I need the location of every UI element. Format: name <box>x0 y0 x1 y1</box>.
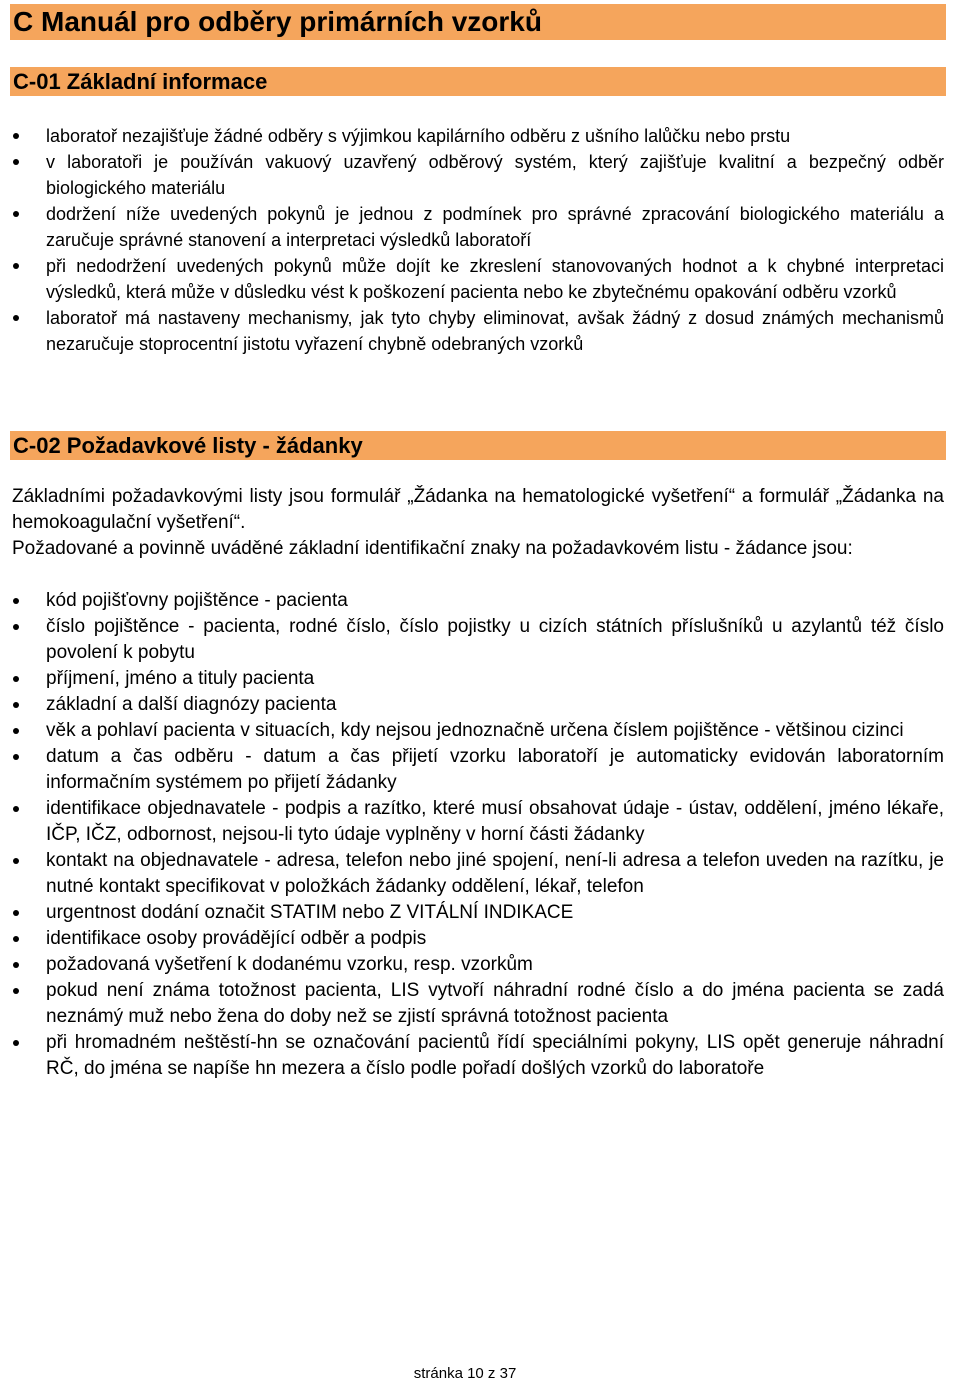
list-item <box>0 253 944 305</box>
list-item <box>0 718 944 744</box>
bullet-icon <box>13 910 19 916</box>
bullet-icon <box>13 1040 19 1046</box>
section-heading-c01: C-01 Základní informace <box>10 67 946 96</box>
requirements-paragraph: Požadované a povinně uváděné základní identifikační znaky na požadavkovém listu - žádance jsou: <box>12 538 853 559</box>
list-item-text: pokud není známa totožnost pacienta, LIS vytvoří náhradní rodné číslo a do jména pacienta se zadá neznámý muž nebo žena do doby než se zjistí správná totožnost pacienta <box>46 980 944 1027</box>
bullet-icon <box>13 988 19 994</box>
list-item-text: kód pojišťovny pojištěnce - pacienta <box>46 590 348 611</box>
list-item-text: identifikace objednavatele - podpis a razítko, které musí obsahovat údaje - ústav, oddělení, jméno lékaře, IČP, IČZ, odbornost, nejsou-li tyto údaje vyplněny v horní části žádanky <box>46 798 944 845</box>
intro-paragraph: Základními požadavkovými listy jsou formulář „Žádanka na hematologické vyšetření“ a formulář „Žádanka na hemokoagulační vyšetření“. <box>12 486 944 533</box>
bullet-icon <box>13 962 19 968</box>
list-item <box>0 978 944 1030</box>
bullet-icon <box>13 159 19 165</box>
list-item-text: základní a další diagnózy pacienta <box>46 694 337 715</box>
bullet-icon <box>13 728 19 734</box>
list-item-text: laboratoř má nastaveny mechanismy, jak tyto chyby eliminovat, avšak žádný z dosud známých mechanismů nezaručuje stoprocentní jistotu vyřazení chybně odebraných vzorků <box>46 308 944 354</box>
list-item-text: kontakt na objednavatele - adresa, telefon nebo jiné spojení, není-li adresa a telefon uveden na razítku, je nutné kontakt specifikovat v položkách žádanky oddělení, lékař, telefon <box>46 850 944 897</box>
list-item-text: číslo pojištěnce - pacienta, rodné číslo, číslo pojistky u cizích státních příslušníků u azylantů též číslo povolení k pobytu <box>46 616 944 663</box>
basic-info-list <box>0 123 944 357</box>
bullet-icon <box>13 598 19 604</box>
list-item <box>0 1030 944 1082</box>
list-item <box>0 123 944 149</box>
list-item <box>0 900 944 926</box>
list-item-text: identifikace osoby provádějící odběr a podpis <box>46 928 427 949</box>
list-item-text: při nedodržení uvedených pokynů může dojít ke zkreslení stanovovaných hodnot a k chybné interpretaci výsledků, která může v důsledku vést k poškození pacienta nebo ke zbytečnému opakování odběru vzorků <box>46 256 944 302</box>
list-item <box>0 926 944 952</box>
page-number-footer: stránka 10 z 37 <box>413 1365 517 1382</box>
list-item-text: příjmení, jméno a tituly pacienta <box>46 668 315 689</box>
list-item <box>0 614 944 666</box>
bullet-icon <box>13 211 19 217</box>
list-item-text: požadovaná vyšetření k dodanému vzorku, resp. vzorkům <box>46 954 533 975</box>
list-item-text: věk a pohlaví pacienta v situacích, kdy nejsou jednoznačně určena číslem pojištěnce - většinou cizinci <box>46 720 904 741</box>
bullet-icon <box>13 624 19 630</box>
requisition-requirements-list <box>0 588 944 1082</box>
list-item <box>0 744 944 796</box>
list-item <box>0 952 944 978</box>
list-item <box>0 201 944 253</box>
bullet-icon <box>13 806 19 812</box>
list-item-text: při hromadném neštěstí-hn se označování pacientů řídí speciálními pokyny, LIS opět generuje náhradní RČ, do jména se napíše hn mezera a číslo podle pořadí došlých vzorků do laboratoře <box>46 1032 944 1079</box>
list-item <box>0 848 944 900</box>
list-item-text: dodržení níže uvedených pokynů je jednou z podmínek pro správné zpracování biologického materiálu a zaručuje správné stanovení a interpretaci výsledků laboratoří <box>46 204 944 250</box>
list-item <box>0 666 944 692</box>
list-item-text: urgentnost dodání označit STATIM nebo Z VITÁLNÍ INDIKACE <box>46 902 574 923</box>
page-title: C Manuál pro odběry primárních vzorků <box>10 4 946 40</box>
bullet-icon <box>13 754 19 760</box>
list-item-text: datum a čas odběru - datum a čas přijetí vzorku laboratoří je automaticky evidován laboratorním informačním systémem po přijetí žádanky <box>46 746 944 793</box>
list-item <box>0 305 944 357</box>
list-item-text: v laboratoři je používán vakuový uzavřený odběrový systém, který zajišťuje kvalitní a bezpečný odběr biologického materiálu <box>46 152 944 198</box>
bullet-icon <box>13 263 19 269</box>
bullet-icon <box>13 676 19 682</box>
bullet-icon <box>13 702 19 708</box>
list-item <box>0 149 944 201</box>
list-item-text: laboratoř nezajišťuje žádné odběry s výjimkou kapilárního odběru z ušního lalůčku nebo prstu <box>46 126 791 146</box>
bullet-icon <box>13 858 19 864</box>
bullet-icon <box>13 936 19 942</box>
list-item <box>0 692 944 718</box>
section-heading-c02: C-02 Požadavkové listy - žádanky <box>10 431 946 460</box>
list-item <box>0 796 944 848</box>
list-item <box>0 588 944 614</box>
bullet-icon <box>13 315 19 321</box>
bullet-icon <box>13 133 19 139</box>
